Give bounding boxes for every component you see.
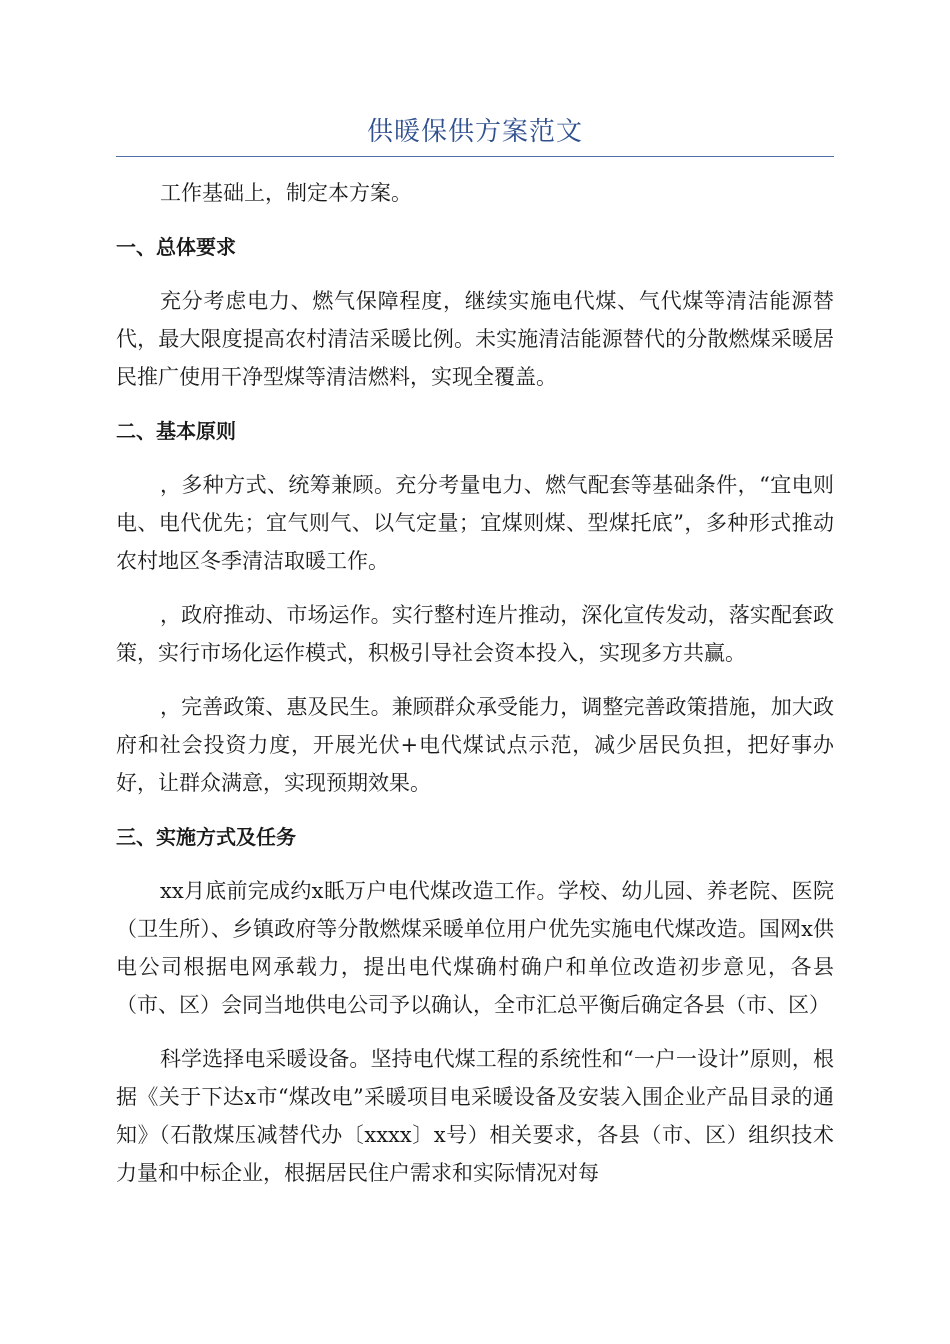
- paragraph-intro: 工作基础上，制定本方案。: [160, 181, 412, 205]
- section-heading-basic-principles: 二、基本原则: [116, 419, 236, 443]
- document-title: 供暖保供方案范文: [366, 117, 583, 147]
- paragraph-implementation-1: xx月底前完成约x眂万户电代煤改造工作。学校、幼儿园、养老院、医院（卫生所）、乡镇政府等分散燃煤采暖单位用户优先实施电代煤改造。国网x供电公司根据电网承载力，提出电代煤确村确户和单位改造初步意见，各县（市、区）会同当地供电公司予以确认，全市汇总平衡后确定各县（市、区）: [116, 879, 834, 1017]
- section-heading-overall-requirements: 一、总体要求: [116, 235, 236, 259]
- paragraph-implementation-2: 科学选择电采暖设备。坚持电代煤工程的系统性和“一户一设计”原则，根据《关于下达x市“煤改电”采暖项目电采暖设备及安装入围企业产品目录的通知》（石散煤压减替代办〔xxxx〕x号）相关要求，各县（市、区）组织技术力量和中标企业，根据居民住户需求和实际情况对每: [116, 1047, 834, 1185]
- section-heading-implementation: 三、实施方式及任务: [116, 825, 296, 849]
- paragraph-overall-requirements: 充分考虑电力、燃气保障程度，继续实施电代煤、气代煤等清洁能源替代，最大限度提高农村清洁采暖比例。未实施清洁能源替代的分散燃煤采暖居民推广使用干净型煤等清洁燃料，实现全覆盖。: [116, 289, 834, 389]
- paragraph-principle-3: ，完善政策、惠及民生。兼顾群众承受能力，调整完善政策措施，加大政府和社会投资力度，开展光伏+电代煤试点示范，减少居民负担，把好事办好，让群众满意，实现预期效果。: [116, 695, 834, 795]
- document-body: [116, 174, 834, 1208]
- paragraph-principle-2: ，政府推动、市场运作。实行整村连片推动，深化宣传发动，落实配套政策，实行市场化运作模式，积极引导社会资本投入，实现多方共赢。: [116, 603, 834, 665]
- title-block: [116, 108, 834, 157]
- paragraph-principle-1: ，多种方式、统筹兼顾。充分考量电力、燃气配套等基础条件，“宜电则电、电代优先；宜气则气、以气定量；宜煤则煤、型煤托底”，多种形式推动农村地区冬季清洁取暖工作。: [116, 473, 834, 573]
